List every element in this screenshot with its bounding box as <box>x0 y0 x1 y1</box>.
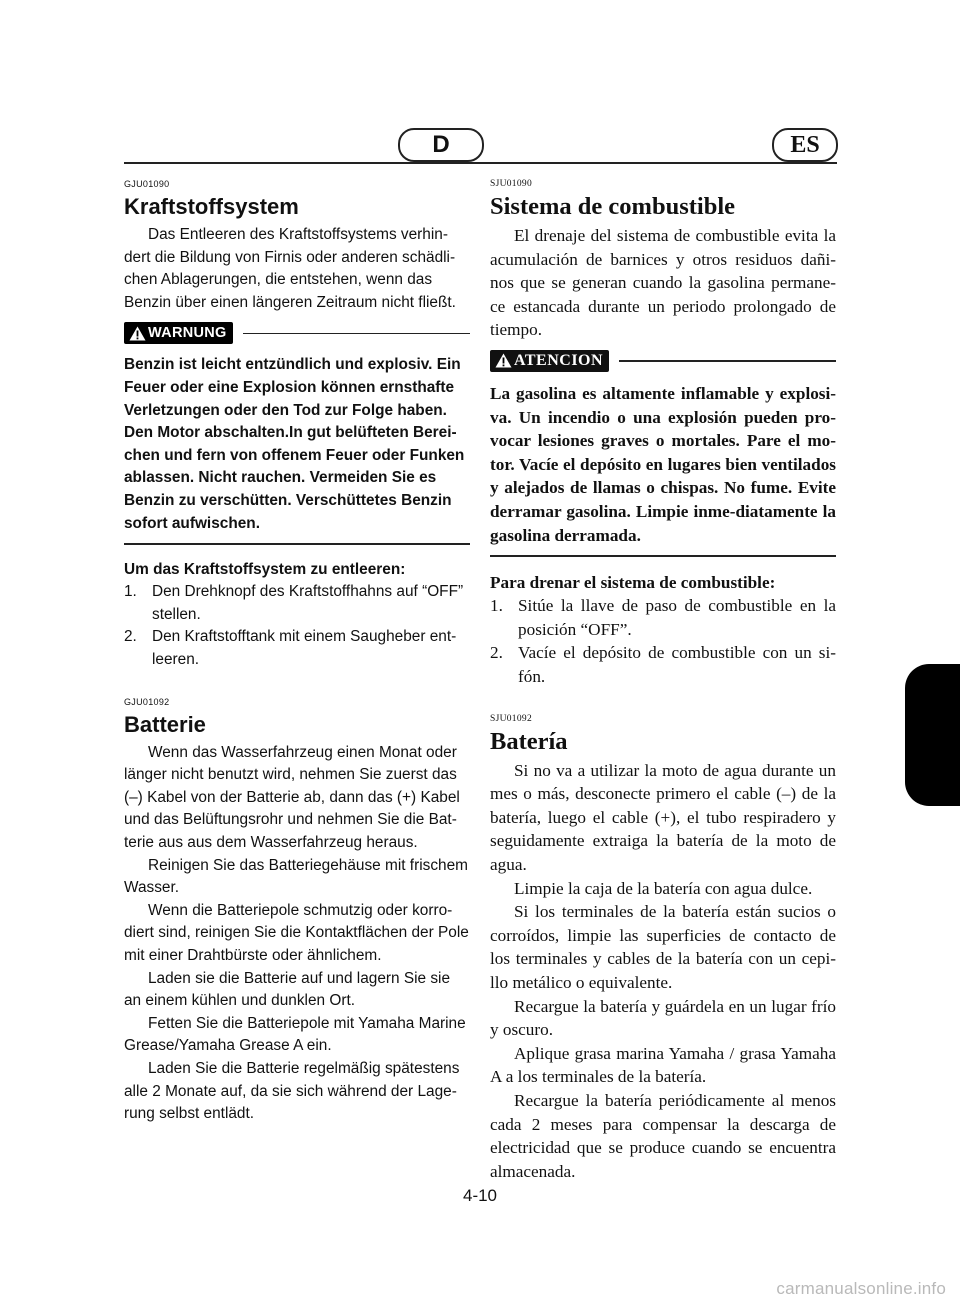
step-text: Den Drehknopf des Kraftstoffhahns auf “OFF” stellen. <box>152 583 464 623</box>
section-title: Batería <box>490 727 568 755</box>
section-title: Kraftstoffsystem <box>124 194 299 219</box>
list-item <box>124 581 470 626</box>
steps-heading: Um das Kraftstoffsystem zu entleeren: <box>124 560 406 578</box>
intro-paragraph: El drenaje del sistema de combustible evita la acumulación de barnices y otros residuos dañi-nos que se generan cuando la gasolina permane-ce estancada durante un periodo prolongado de tiempo. <box>490 226 836 340</box>
warning-icon <box>129 326 146 341</box>
steps-heading: Para drenar el sistema de combustible: <box>490 572 776 592</box>
chapter-side-tab <box>905 664 960 806</box>
warning-badge <box>490 350 609 372</box>
section-title: Sistema de combustible <box>490 193 735 220</box>
paragraph: Recargue la batería y guárdela en un lugar frío y oscuro. <box>490 996 836 1040</box>
list-item <box>490 594 836 641</box>
paragraph: Si los terminales de la batería están sucios o corroídos, limpie las superficies de contacto de los terminales y cables de la batería con un cepi-llo metálico o equivalente. <box>490 902 836 992</box>
step-text: Den Kraftstofftank mit einem Saugheber ent-leeren. <box>152 628 457 668</box>
watermark: carmanualsonline.info <box>776 1279 946 1298</box>
step-text: Vacíe el depósito de combustible con un si-fón. <box>518 643 836 686</box>
step-number: 2. <box>490 643 503 663</box>
paragraph: Aplique grasa marina Yamaha / grasa Yamaha A a los terminales de la batería. <box>490 1043 836 1087</box>
warning-header <box>490 350 836 372</box>
spanish-column <box>490 178 836 1183</box>
paragraph: Laden Sie die Batterie regelmäßig spätestens alle 2 Monate auf, da sie sich während der Lage-rung selbst entlädt. <box>124 1059 460 1123</box>
warning-label: WARNUNG <box>148 325 227 342</box>
list-item <box>124 626 470 671</box>
paragraph: Recargue la batería periódicamente al menos cada 2 meses para compensar la descarga de electricidad que se produce cuando se encuentra almacenada. <box>490 1090 836 1181</box>
warning-text: La gasolina es altamente inflamable y explosi-va. Un incendio o una explosión pueden pro-vocar lesiones graves o mortales. Pare el mo-tor. Vacíe el depósito en lugares bien ventilados y alejados de llamas o chispas. No fume. Evite derramar gasolina. Limpie inme-diatamente la gasolina derramada. <box>490 383 836 545</box>
warning-header <box>124 322 470 344</box>
warning-label: ATENCION <box>514 352 604 370</box>
step-text: Sitúe la llave de paso de combustible en la posición “OFF”. <box>518 596 836 639</box>
list-item <box>490 641 836 688</box>
paragraph: Wenn das Wasserfahrzeug einen Monat oder länger nicht benutzt wird, nehmen Sie zuerst das (–) Kabel von der Batterie ab, dann das (+) Kabel und das Belüftungsrohr und nehmen Sie die Bat-terie aus aus dem Wasserfahrzeug heraus. <box>124 743 460 851</box>
paragraph: Limpie la caja de la batería con agua dulce. <box>514 878 813 898</box>
paragraph: Si no va a utilizar la moto de agua durante un mes o más, desconecte primero el cable (–) de la batería, luego el cable (+), el tubo respiradero y seguidamente extraiga la batería de la moto de agua. <box>490 760 836 874</box>
page-number: 4-10 <box>462 1186 498 1205</box>
section-title: Batterie <box>124 711 206 737</box>
section-code: SJU01090 <box>490 179 532 189</box>
german-column <box>124 178 470 1126</box>
language-tab-spanish: ES <box>772 128 838 162</box>
section-code: GJU01090 <box>124 179 170 189</box>
warning-end-rule <box>124 543 470 545</box>
warning-rule <box>619 360 836 362</box>
step-number: 1. <box>124 583 137 601</box>
header-rule <box>124 162 837 164</box>
step-number: 1. <box>490 596 503 616</box>
language-tab-german: D <box>398 128 484 162</box>
step-number: 2. <box>124 628 137 646</box>
steps-list <box>490 594 836 688</box>
paragraph: Fetten Sie die Batteriepole mit Yamaha Marine Grease/Yamaha Grease A ein. <box>124 1014 466 1055</box>
warning-rule <box>243 333 470 335</box>
warning-icon <box>495 353 512 368</box>
paragraph: Wenn die Batteriepole schmutzig oder korro-diert sind, reinigen Sie die Kontaktflächen der Pole mit einer Drahtbürste oder ähnlichem. <box>124 901 469 964</box>
warning-end-rule <box>490 555 836 557</box>
paragraph: Laden sie die Batterie auf und lagern Sie sie an einem kühlen und dunklen Ort. <box>124 969 451 1010</box>
warning-badge <box>124 322 233 344</box>
section-code: SJU01092 <box>490 713 532 724</box>
intro-paragraph: Das Entleeren des Kraftstoffsystems verhin-dert die Bildung von Firnis oder anderen schädli-chen Ablagerungen, die entstehen, wenn das Benzin über einen längeren Zeitraum nicht fließt. <box>124 226 456 311</box>
paragraph: Reinigen Sie das Batteriegehäuse mit frischem Wasser. <box>124 856 468 897</box>
section-code: GJU01092 <box>124 696 170 707</box>
steps-list <box>124 581 470 671</box>
warning-text: Benzin ist leicht entzündlich und explosiv. Ein Feuer oder eine Explosion können ernsthafte Verletzungen oder den Tod zur Folge haben. Den Motor abschalten.In gut belüfteten Berei-chen und fern von offenem Feuer oder Funken ablassen. Nicht rauchen. Vermeiden Sie es Benzin zu verschütten. Verschüttetes Benzin sofort aufwischen. <box>124 356 465 532</box>
